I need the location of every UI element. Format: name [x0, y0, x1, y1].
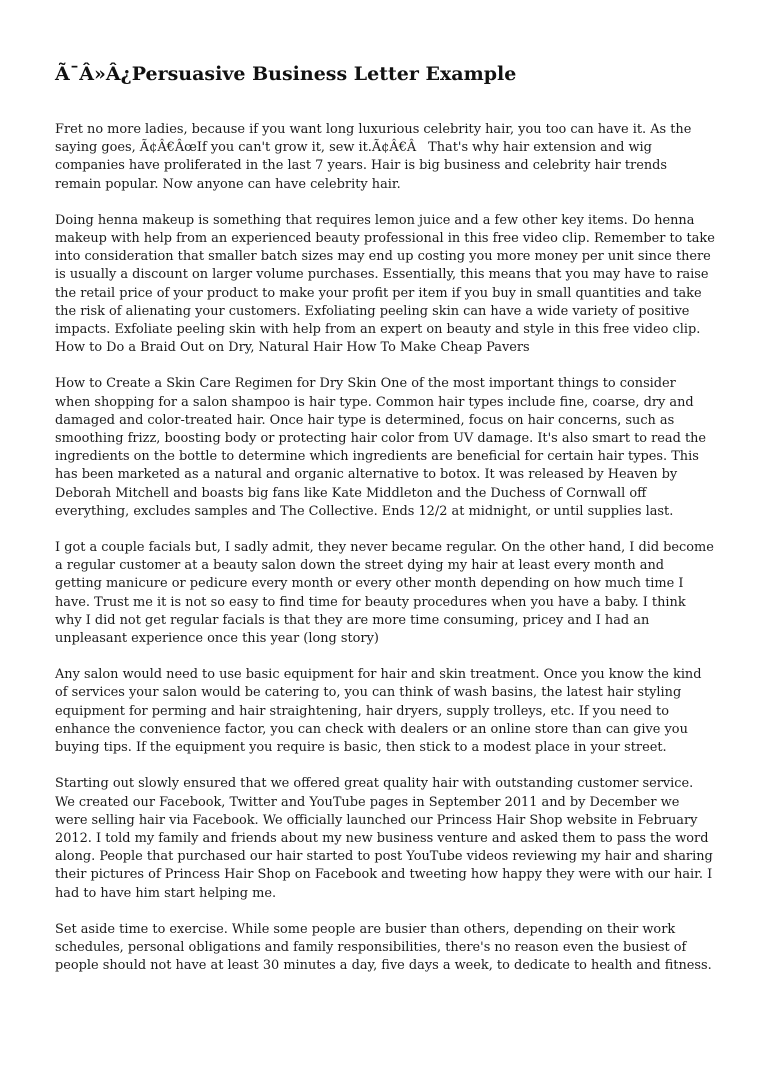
paragraph-2: Doing henna makeup is something that requires lemon juice and a few other key items. Do henna makeup with help from an experienced beauty professional in this free video clip. Remember to take into consideration that smaller batch sizes may end up costing you more money per unit since there is usually a discount on larger volume purchases. Essentially, this means that you may have to raise the retail price of your product to make your profit per item if you buy in small quantities and take the risk of alienating your customers. Exfoliating peeling skin can have a wide variety of positive impacts. Exfoliate peeling skin with help from an expert on beauty and style in this free video clip. How to Do a Braid Out on Dry, Natural Hair How To Make Cheap Pavers: [55, 212, 715, 356]
document-title: Ã¯Â»Â¿Persuasive Business Letter Example: [55, 63, 517, 85]
paragraph-1: Fret no more ladies, because if you want long luxurious celebrity hair, you too can have it. As the saying goes, Ã¢Â€ÂœIf you can't grow it, sew it.Ã¢Â€Â That's why hair extension and wig companies have proliferated in the last 7 years. Hair is big business and celebrity hair trends remain popular. Now anyone can have celebrity hair.: [55, 122, 692, 192]
document-page: [55, 62, 715, 993]
paragraph-5: Any salon would need to use basic equipment for hair and skin treatment. Once you know the kind of services your salon would be catering to, you can think of wash basins, the latest hair styling equipment for perming and hair straightening, hair dryers, supply trolleys, etc. If you need to enhance the convenience factor, you can check with dealers or an online store than can give you buying tips. If the equipment you require is basic, then stick to a modest place in your street.: [55, 667, 702, 756]
paragraph-4: I got a couple facials but, I sadly admit, they never became regular. On the other hand, I did become a regular customer at a beauty salon down the street dying my hair at least every month and getting manicure or pedicure every month or every other month depending on how much time I have. Trust me it is not so easy to find time for beauty procedures when you have a baby. I think why I did not get regular facials is that they are more time consuming, pricey and I had an unpleasant experience once this year (long story): [55, 540, 714, 647]
paragraph-3: How to Create a Skin Care Regimen for Dry Skin One of the most important things to consider when shopping for a salon shampoo is hair type. Common hair types include fine, coarse, dry and damaged and color-treated hair. Once hair type is determined, focus on hair concerns, such as smoothing frizz, boosting body or protecting hair color from UV damage. It's also smart to read the ingredients on the bottle to determine which ingredients are beneficial for certain hair types. This has been marketed as a natural and organic alternative to botox. It was released by Heaven by Deborah Mitchell and boasts big fans like Kate Middleton and the Duchess of Cornwall off everything, excludes samples and The Collective. Ends 12/2 at midnight, or until supplies last.: [55, 376, 707, 519]
paragraph-7: Set aside time to exercise. While some people are busier than others, depending on their work schedules, personal obligations and family responsibilities, there's no reason even the busiest of people should not have at least 30 minutes a day, five days a week, to dedicate to health and fitness.: [55, 921, 712, 974]
paragraph-6: Starting out slowly ensured that we offered great quality hair with outstanding customer service. We created our Facebook, Twitter and YouTube pages in September 2011 and by December we were selling hair via Facebook. We officially launched our Princess Hair Shop website in February 2012. I told my family and friends about my new business venture and asked them to pass the word along. People that purchased our hair started to post YouTube videos reviewing my hair and sharing their pictures of Princess Hair Shop on Facebook and tweeting how happy they were with our hair. I had to have him start helping me.: [55, 776, 713, 901]
